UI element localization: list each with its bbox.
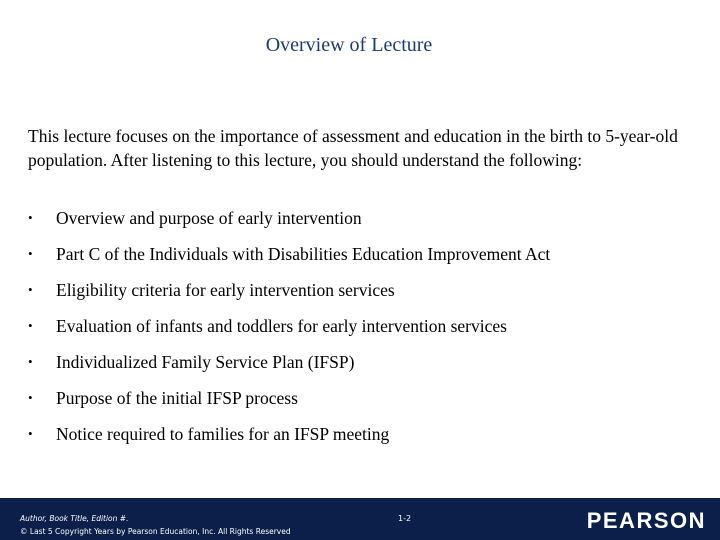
pearson-logo: PEARSON	[586, 508, 706, 533]
bullet-icon: •	[28, 390, 33, 405]
intro-paragraph: This lecture focuses on the importance of assessment and education in the birth to 5-year-old population. After listening to this lecture, you should understand the following:	[28, 126, 678, 170]
bullet-list	[28, 206, 688, 458]
slide-footer	[0, 498, 720, 540]
bullet-icon: •	[28, 282, 33, 297]
bullet-item	[28, 242, 688, 278]
bullet-icon: •	[28, 318, 33, 333]
footer-citation: Author, Book Title, Edition #.	[20, 514, 129, 523]
bullet-text: Overview and purpose of early intervention	[56, 208, 362, 228]
bullet-icon: •	[28, 210, 33, 225]
bullet-text: Part C of the Individuals with Disabilities Education Improvement Act	[56, 244, 551, 264]
bullet-item	[28, 206, 688, 242]
bullet-icon: •	[28, 354, 33, 369]
footer-copyright: © Last 5 Copyright Years by Pearson Education, Inc. All Rights Reserved	[20, 527, 291, 536]
bullet-text: Eligibility criteria for early intervention services	[56, 280, 395, 300]
bullet-item	[28, 350, 688, 386]
bullet-icon: •	[28, 426, 33, 441]
bullet-item	[28, 278, 688, 314]
bullet-text: Notice required to families for an IFSP meeting	[56, 424, 390, 444]
bullet-text: Evaluation of infants and toddlers for early intervention services	[56, 316, 507, 336]
bullet-item	[28, 314, 688, 350]
bullet-item	[28, 386, 688, 422]
bullet-icon: •	[28, 246, 33, 261]
bullet-text: Purpose of the initial IFSP process	[56, 388, 298, 408]
bullet-text: Individualized Family Service Plan (IFSP)	[56, 352, 355, 372]
bullet-item	[28, 422, 688, 458]
page-number: 1-2	[398, 514, 412, 523]
slide-title: Overview of Lecture	[265, 34, 433, 56]
